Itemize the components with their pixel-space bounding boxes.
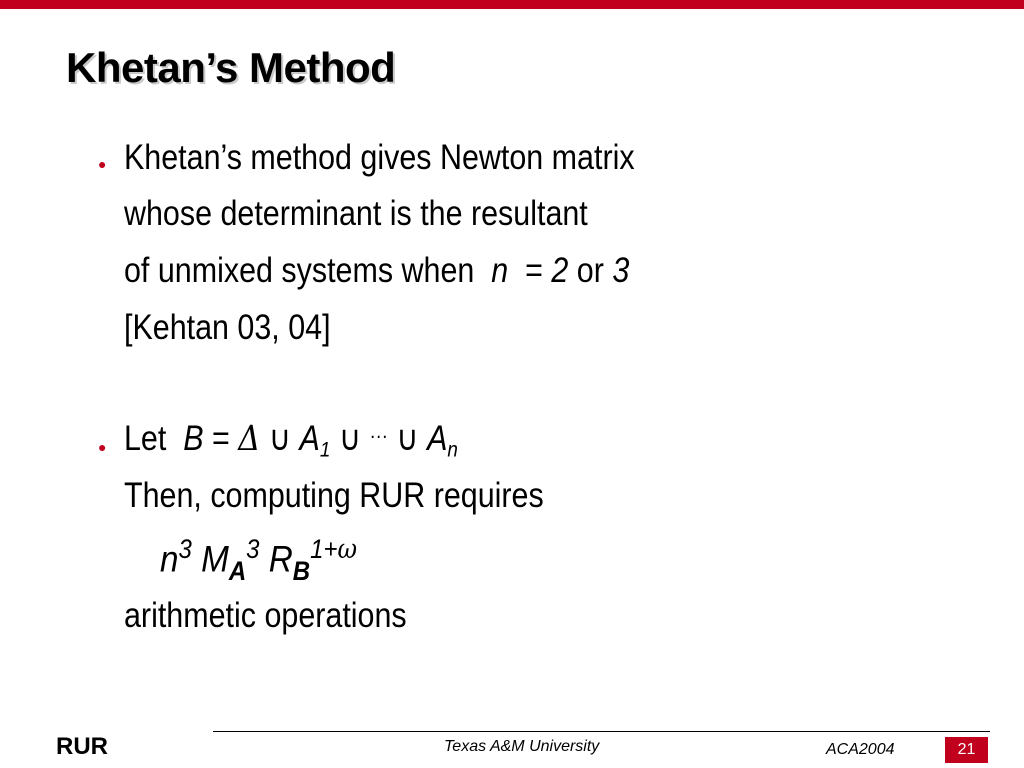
formula-M: M (201, 538, 229, 580)
formula-M-exponent: 3 (246, 534, 260, 564)
formula-R-subscript: B (292, 555, 311, 586)
subscript-n: n (447, 436, 458, 462)
line3-prefix: of unmixed systems when (124, 251, 475, 290)
formula-n: n (160, 538, 179, 580)
footer-divider (213, 731, 990, 732)
let-word: Let (124, 419, 167, 458)
subscript-1: 1 (319, 436, 331, 462)
slide-title: Khetan’s Method (66, 44, 396, 91)
formula-R-exponent (310, 534, 357, 564)
footer-conference: ACA2004 (826, 741, 895, 758)
or-word: or (576, 251, 604, 290)
bullet1-line4: [Kehtan 03, 04] (124, 308, 331, 347)
top-accent-bar (0, 0, 1024, 9)
page-number-badge: 21 (945, 737, 988, 763)
union-symbol: ∪ (396, 419, 419, 458)
bullet2-line2: Then, computing RUR requires (124, 476, 544, 515)
bullet2-line4: arithmetic operations (124, 596, 407, 635)
value-3: 3 (612, 251, 630, 290)
value-2: 2 (551, 251, 569, 290)
bullet1-line3 (124, 253, 629, 288)
omega-symbol: ω (337, 534, 357, 565)
formula-M-subscript: A (228, 555, 247, 586)
bullet1-line2: whose determinant is the resultant (124, 194, 588, 233)
var-n: n (491, 251, 509, 290)
var-B: B (183, 419, 204, 458)
union-symbol: ∪ (338, 419, 362, 458)
bullet1-line1: Khetan’s method gives Newton matrix (124, 138, 635, 177)
var-A: A (299, 419, 320, 458)
union-symbol: ∪ (268, 419, 292, 458)
footer-left-label: RUR (56, 733, 108, 760)
exponent-prefix: 1+ (310, 534, 338, 564)
equals-sign: = (212, 419, 230, 458)
formula-n-exponent: 3 (178, 534, 192, 564)
complexity-formula (160, 536, 357, 584)
bullet-dot: ● (98, 439, 107, 455)
ellipsis: ··· (369, 424, 388, 448)
var-A: A (427, 419, 448, 458)
footer-institution: Texas A&M University (444, 738, 600, 755)
equals-sign: = (525, 251, 552, 290)
formula-R: R (268, 538, 293, 580)
bullet2-line1 (124, 421, 458, 460)
delta-symbol: Δ (238, 419, 261, 459)
bullet-dot: ● (98, 156, 107, 172)
